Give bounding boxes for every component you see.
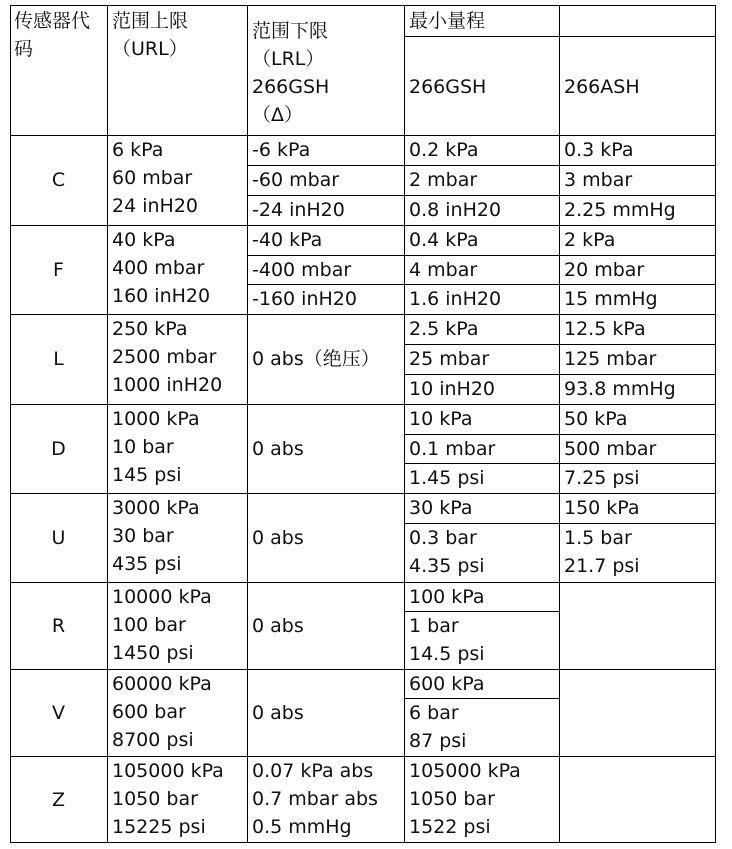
url-cell [112,670,246,757]
cell-text: 105000 kPa [409,760,521,782]
lrl-subrow-line [247,165,404,166]
ash-cell [564,166,715,196]
cell-text: 145 psi [112,464,182,486]
sensor-code: V [52,701,65,724]
lrl-subrow-line [247,255,404,256]
cell-text: 60 mbar [112,167,193,189]
cell-text: 1522 psi [409,816,491,838]
cell-text: 4.35 psi [409,554,485,577]
gsh-cell [409,285,558,315]
cell-text: 40 kPa [112,229,176,251]
cell-text: 0.4 kPa [409,229,479,251]
gsh-cell [409,612,558,670]
cell-text: 8700 psi [112,729,194,751]
cell-text: 1450 psi [112,642,194,664]
header-url: 范围上限 （URL） [112,10,189,60]
cell-text: 60000 kPa [112,673,212,695]
cell-text: 500 mbar [564,437,657,460]
cell-text: 0 abs [252,614,304,637]
gsh-cell [409,435,558,465]
cell-text: 50 kPa [564,408,628,430]
gsh-cell [409,166,558,196]
cell-text: 10000 kPa [112,586,212,608]
sensor-code: U [51,526,66,549]
span-subrow-line [404,698,559,699]
grid-vline [107,5,108,843]
cell-text: -6 kPa [252,139,311,161]
cell-text: 2 kPa [564,229,616,251]
ash-cell [564,136,715,166]
sensor-code: Z [51,788,66,811]
gsh-cell [409,405,558,435]
grid-vline [715,5,716,843]
cell-text: 1.5 bar [564,526,632,549]
lrl-cell [252,404,403,493]
grid-vline [247,5,248,843]
ash-cell [564,285,715,315]
cell-text: 2 mbar [409,169,478,191]
grid-hline [10,5,716,6]
cell-text: -400 mbar [252,258,352,281]
cell-text: 0 abs [252,526,304,549]
grid-hline [404,36,716,37]
header-266gsh: 266GSH [409,76,487,98]
gsh-cell [409,494,558,524]
gsh-cell [409,583,558,612]
cell-text: -60 mbar [252,169,340,191]
cell-text: 12.5 kPa [564,318,646,340]
url-cell [112,757,246,844]
sensor-code: C [51,169,66,191]
lrl-subrow-line [247,284,404,285]
sensor-code: F [53,258,64,281]
grid-vline [404,5,405,843]
cell-text: 10 kPa [409,408,473,430]
cell-text: 4 mbar [409,258,478,281]
url-cell [112,136,246,226]
cell-text: 20 mbar [564,258,645,281]
cell-text: 6 kPa [112,139,164,161]
span-subrow-line [404,434,716,435]
cell-text: 3 mbar [564,169,633,191]
gsh-cell [409,345,558,375]
cell-text: 0.3 kPa [564,139,634,161]
cell-text: 21.7 psi [564,554,640,577]
span-subrow-line [404,463,716,464]
cell-text: -40 kPa [252,229,323,251]
cell-text: 100 kPa [409,586,485,608]
sensor-code: D [51,437,66,460]
lrl-cell [252,226,403,256]
cell-text: 0 abs [252,437,304,460]
grid-vline [559,5,560,843]
cell-text: 600 kPa [409,673,485,695]
cell-text: 1000 kPa [112,408,200,430]
gsh-cell [409,196,558,226]
cell-text: -160 inH20 [252,288,357,311]
ash-cell [564,375,715,405]
cell-text: 1.45 psi [409,467,485,490]
cell-text: 160 inH20 [112,285,211,307]
ash-cell [564,464,715,494]
span-subrow-line [404,374,716,375]
gsh-cell [409,375,558,405]
lrl-cell [252,166,403,196]
cell-text: -24 inH20 [252,199,345,221]
cell-text: 24 inH20 [112,195,199,217]
lrl-cell [252,285,403,315]
gsh-cell [409,315,558,345]
url-cell [112,226,246,315]
lrl-cell [252,582,403,669]
cell-text: 93.8 mmHg [564,378,676,400]
cell-text: 125 mbar [564,348,657,370]
url-cell [112,405,246,494]
span-subrow-line [404,611,559,612]
cell-text: 6 bar [409,702,459,724]
cell-text: 1050 bar [409,788,495,810]
cell-text: 25 mbar [409,348,490,370]
lrl-cell [252,669,403,756]
cell-text: 435 psi [112,553,182,575]
ash-cell [564,226,715,256]
cell-text: 2.25 mmHg [564,199,676,221]
cell-text: 30 kPa [409,497,473,519]
gsh-cell [409,136,558,166]
lrl-cell [252,196,403,226]
cell-text: 14.5 psi [409,643,485,665]
ash-cell [564,196,715,226]
cell-text: 15225 psi [112,816,206,838]
cell-text: 0.1 mbar [409,437,496,460]
cell-text: 600 bar [112,701,186,723]
gsh-cell [409,524,558,583]
header-266ash: 266ASH [564,76,640,98]
sensor-range-table [10,5,716,843]
cell-text: 100 bar [112,614,186,636]
cell-text: 150 kPa [564,497,640,519]
cell-text: 1000 inH20 [112,374,223,396]
lrl-subrow-line [247,195,404,196]
lrl-cell [252,314,403,404]
gsh-cell [409,226,558,256]
cell-text: 0.3 bar [409,526,477,549]
cell-text: 105000 kPa [112,760,224,782]
cell-text: 2.5 kPa [409,318,479,340]
gsh-cell [409,670,558,699]
cell-text: 2500 mbar [112,346,217,368]
cell-text: 87 psi [409,730,467,752]
cell-text: 7.25 psi [564,467,640,490]
span-subrow-line [404,165,716,166]
cell-text: 30 bar [112,525,174,547]
ash-cell [564,315,715,345]
lrl-cell [252,493,403,582]
ash-cell [564,345,715,375]
cell-text: 15 mmHg [564,288,658,311]
ash-cell [564,256,715,286]
header-lrl: 范围下限 （LRL） 266GSH （Δ） [252,20,330,126]
cell-text: 3000 kPa [112,497,200,519]
lrl-cell [252,757,403,844]
cell-text: 10 bar [112,436,174,458]
cell-text: 0.8 inH20 [409,199,502,221]
gsh-cell [409,699,558,757]
cell-text: 0.2 kPa [409,139,479,161]
span-subrow-line [404,344,716,345]
ash-cell [564,405,715,435]
cell-text: 0.5 mmHg [252,816,352,838]
url-cell [112,315,246,405]
cell-text: 10 inH20 [409,378,496,400]
cell-text: 1050 bar [112,788,198,810]
gsh-cell [409,757,558,844]
sensor-code: R [51,614,66,637]
cell-text: 250 kPa [112,318,188,340]
cell-text: 0.07 kPa abs [252,760,374,782]
cell-text: 0 abs [252,701,304,724]
cell-text: 1 bar [409,615,459,637]
span-subrow-line [404,284,716,285]
ash-cell [564,524,715,583]
url-cell [112,583,246,670]
lrl-cell [252,256,403,286]
span-subrow-line [404,195,716,196]
header-min-span: 最小量程 [409,10,486,32]
ash-cell [564,435,715,465]
url-cell [112,494,246,583]
cell-text: 1.6 inH20 [409,288,502,311]
cell-text: 0 abs（绝压） [252,348,380,370]
header-sensor-code: 传感器代 码 [14,10,91,60]
cell-text: 0.7 mbar abs [252,788,378,810]
gsh-cell [409,256,558,286]
ash-cell [564,494,715,524]
lrl-cell [252,136,403,166]
sensor-code: L [53,348,64,370]
gsh-cell [409,464,558,494]
cell-text: 400 mbar [112,257,205,279]
span-subrow-line [404,255,716,256]
